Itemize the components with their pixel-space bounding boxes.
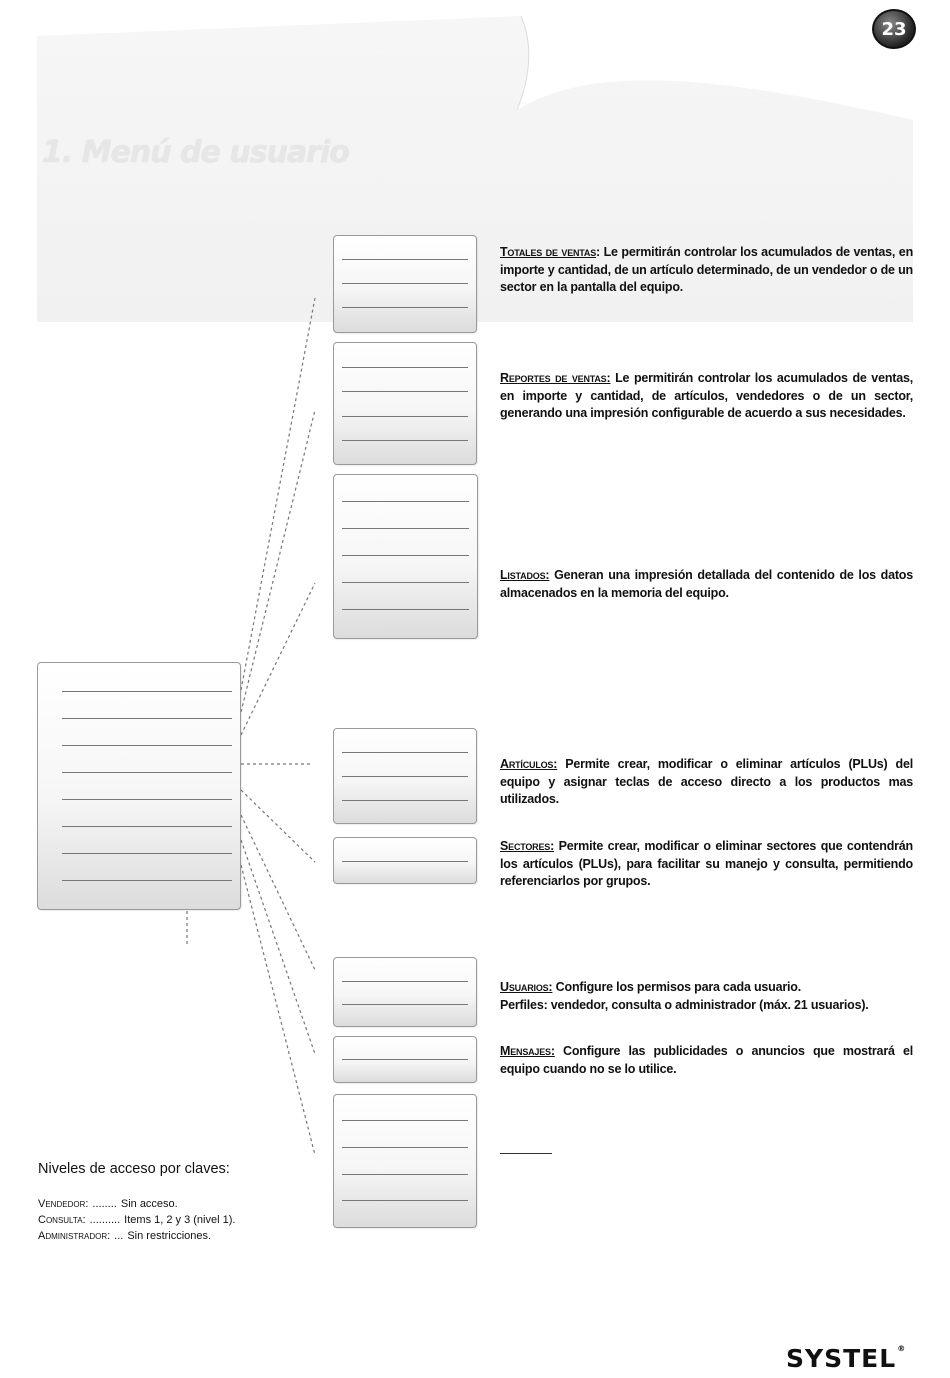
access-value: Items 1, 2 y 3 (nivel 1). bbox=[124, 1214, 236, 1226]
access-dots: ........ bbox=[92, 1198, 117, 1210]
desc-articulos bbox=[500, 756, 913, 809]
access-role: Administrador: bbox=[38, 1230, 111, 1242]
submenu-box-sectores bbox=[333, 837, 477, 884]
submenu-box-reportes bbox=[333, 342, 477, 465]
text-usuarios-perfiles: Perfiles: vendedor, consulta o administrador (máx. 21 usuarios). bbox=[500, 997, 869, 1012]
desc-listados bbox=[500, 567, 913, 602]
connector-extra bbox=[241, 865, 315, 1155]
text-mensajes: Configure las publicidades o anuncios que mostrará el equipo cuando no se lo utilice. bbox=[500, 1044, 913, 1076]
term-sectores: Sectores: bbox=[500, 839, 555, 853]
access-levels-title: Niveles de acceso por claves: bbox=[38, 1161, 230, 1177]
access-role: Vendedor: bbox=[38, 1198, 89, 1210]
page-title: 1. Menú de usuario bbox=[42, 135, 349, 170]
submenu-box-articulos bbox=[333, 728, 477, 824]
connector-usuarios bbox=[241, 815, 315, 970]
term-separator: : bbox=[596, 245, 600, 259]
access-levels-list bbox=[38, 1196, 235, 1244]
access-dots: ... bbox=[114, 1230, 124, 1242]
term-totales: Totales de ventas bbox=[500, 245, 597, 259]
blank-term-underline bbox=[500, 1153, 552, 1154]
submenu-box-totales bbox=[333, 235, 477, 333]
registered-mark: ® bbox=[897, 1344, 907, 1353]
submenu-box-usuarios bbox=[333, 957, 477, 1027]
desc-sectores bbox=[500, 838, 913, 891]
brand-name: SYSTEL bbox=[786, 1344, 897, 1373]
term-articulos: Artículos: bbox=[500, 757, 558, 771]
access-dots: .......... bbox=[89, 1214, 121, 1226]
access-value: Sin restricciones. bbox=[127, 1230, 212, 1242]
desc-usuarios bbox=[500, 979, 913, 1014]
text-reportes: Le permitirán controlar los acumulados de ventas, en importe y cantidad, de artículos, vendedores o de un sector, generando una impresión configurable de acuerdo a sus necesidades. bbox=[500, 371, 913, 420]
connector-sectores bbox=[241, 790, 315, 862]
text-totales: Le permitirán controlar los acumulados de ventas, en importe y cantidad, de un artículo determinado, de un vendedor o de un sector en la pantalla del equipo. bbox=[500, 245, 913, 294]
desc-totales bbox=[500, 244, 913, 297]
connector-listados bbox=[241, 583, 315, 735]
access-role: Consulta: bbox=[38, 1214, 86, 1226]
access-level-row bbox=[38, 1228, 235, 1244]
text-sectores: Permite crear, modificar o eliminar sectores que contendrán los artículos (PLUs), para facilitar su manejo y consulta, permitiendo referenciarlos por grupos. bbox=[500, 839, 913, 888]
submenu-box-mensajes bbox=[333, 1036, 477, 1083]
text-usuarios: Configure los permisos para cada usuario. bbox=[552, 980, 802, 994]
term-mensajes: Mensajes: bbox=[500, 1044, 555, 1058]
text-articulos: Permite crear, modificar o eliminar artículos (PLUs) del equipo y asignar teclas de acceso directo a los productos mas utilizados. bbox=[500, 757, 913, 806]
desc-reportes bbox=[500, 370, 913, 423]
submenu-box-listados bbox=[333, 474, 478, 639]
page-number-badge: 23 bbox=[872, 9, 916, 49]
submenu-box-extra bbox=[333, 1094, 477, 1228]
connector-totales bbox=[241, 298, 315, 690]
systel-logo bbox=[786, 1344, 906, 1373]
connector-reportes bbox=[241, 410, 315, 712]
term-usuarios: Usuarios: bbox=[500, 980, 553, 994]
access-value: Sin acceso. bbox=[120, 1198, 178, 1210]
desc-mensajes bbox=[500, 1043, 913, 1078]
text-listados: Generan una impresión detallada del contenido de los datos almacenados en la memoria del equipo. bbox=[500, 568, 913, 600]
term-reportes: Reportes de ventas: bbox=[500, 371, 611, 385]
term-listados: Listados: bbox=[500, 568, 550, 582]
main-menu-box bbox=[37, 662, 241, 910]
access-level-row bbox=[38, 1196, 235, 1212]
access-level-row bbox=[38, 1212, 235, 1228]
